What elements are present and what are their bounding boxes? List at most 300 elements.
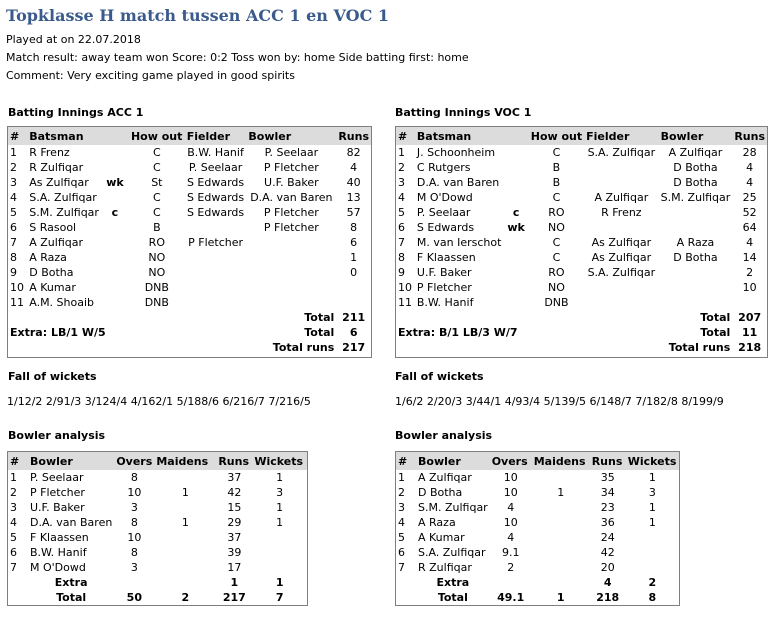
cell-overs: 8	[130, 516, 138, 529]
cell-runs: 4	[350, 161, 358, 174]
col-bowler: Bowler	[659, 127, 733, 145]
cell-batsman: R Zulfiqar	[29, 161, 84, 174]
cell-role	[101, 280, 129, 295]
cell-wickets: 1	[276, 501, 284, 514]
cell-role: wk	[507, 221, 525, 234]
cell-how-out: NO	[148, 266, 166, 279]
played-at: Played at on 22.07.2018	[6, 33, 141, 46]
fow-heading-voc: Fall of wickets	[395, 370, 484, 383]
col-fielder: Fielder	[584, 127, 658, 145]
cell-batsman: A Kumar	[29, 281, 76, 294]
cell-number: 7	[398, 561, 405, 574]
cell-maidens	[154, 530, 216, 545]
cell-how-out: C	[552, 251, 561, 264]
cell-bowler: P Fletcher	[263, 206, 319, 219]
cell-how-out: C	[552, 146, 561, 159]
batting-total-row	[396, 310, 767, 325]
cell-batsman: R Frenz	[29, 146, 70, 159]
bowler-row	[396, 515, 679, 530]
cell-wickets	[252, 545, 307, 560]
cell-number: 6	[398, 221, 405, 234]
batting-total-runs-row	[8, 340, 371, 355]
cell-runs: 42	[600, 546, 615, 559]
cell-bowler	[246, 250, 336, 265]
cell-fielder: P Fletcher	[188, 236, 244, 249]
bowler-heading-acc: Bowler analysis	[8, 429, 106, 442]
cell-runs: 25	[742, 191, 757, 204]
cell-runs: 17	[227, 561, 242, 574]
batting-heading-acc: Batting Innings ACC 1	[8, 106, 144, 119]
batting-extras-row	[8, 325, 371, 340]
cell-how-out: C	[552, 191, 561, 204]
cell-runs: 4	[603, 576, 612, 589]
cell-role	[503, 175, 528, 190]
batting-row	[396, 295, 767, 310]
batting-row	[396, 235, 767, 250]
col-wickets: Wickets	[626, 452, 679, 470]
cell-bowler: Total	[56, 591, 87, 604]
batting-total-row	[8, 310, 371, 325]
cell-role	[101, 295, 129, 310]
cell-bowler	[659, 295, 733, 310]
cell-wickets: 7	[275, 591, 284, 604]
cell-bowler	[246, 280, 336, 295]
bowler-row	[8, 545, 307, 560]
cell-runs: 8	[350, 221, 358, 234]
cell-overs: 3	[130, 501, 138, 514]
cell-maidens	[154, 560, 216, 575]
cell-batsman: U.F. Baker	[416, 266, 472, 279]
extras-total-value: 11	[742, 326, 758, 339]
cell-overs: 8	[130, 546, 138, 559]
cell-runs: 37	[227, 531, 242, 544]
cell-runs: 52	[742, 206, 757, 219]
cell-how-out: NO	[148, 251, 166, 264]
cell-batsman: As Zulfiqar	[29, 176, 89, 189]
extras-breakdown: Extra: B/1 LB/3 W/7	[398, 326, 518, 339]
cell-fielder: S Edwards	[186, 191, 245, 204]
cell-batsman: P Fletcher	[416, 281, 472, 294]
bowler-row	[8, 485, 307, 500]
cell-bowler: F Klaassen	[30, 531, 89, 544]
cell-role	[101, 265, 129, 280]
cell-number: 4	[398, 191, 405, 204]
cell-bowler: P Fletcher	[263, 161, 319, 174]
cell-fielder	[185, 250, 247, 265]
cell-fielder	[584, 160, 658, 175]
batting-row	[8, 250, 371, 265]
cell-fielder: S Edwards	[186, 206, 245, 219]
cell-maidens	[532, 530, 590, 545]
cell-runs: 2	[746, 266, 754, 279]
cell-fielder: S Edwards	[186, 176, 245, 189]
cell-bowler: D Botha	[673, 161, 718, 174]
cell-runs: 20	[600, 561, 615, 574]
col-bowler: Bowler	[416, 452, 490, 470]
cell-overs: 8	[130, 471, 138, 484]
col-maidens: Maidens	[532, 452, 590, 470]
cell-overs: 10	[127, 531, 142, 544]
cell-batsman: B.W. Hanif	[416, 296, 474, 309]
cell-wickets: 2	[648, 576, 657, 589]
cell-runs: 13	[346, 191, 361, 204]
col-number: #	[8, 452, 28, 470]
bowler-row	[8, 500, 307, 515]
cell-maidens	[154, 575, 216, 590]
cell-batsman: M. van Ierschot	[416, 236, 502, 249]
cell-bowler: S.M. Zulfiqar	[660, 191, 731, 204]
cell-number	[8, 590, 28, 605]
cell-role	[101, 190, 129, 205]
cell-bowler: Total	[437, 591, 468, 604]
cell-wickets: 1	[648, 516, 656, 529]
cell-runs: 28	[742, 146, 757, 159]
cell-bowler	[659, 220, 733, 235]
fow-text-acc: 1/12/2 2/91/3 3/124/4 4/162/1 5/188/6 6/216/7 7/216/5	[7, 395, 311, 408]
cell-bowler	[659, 280, 733, 295]
cell-bowler	[246, 235, 336, 250]
cell-role	[503, 250, 528, 265]
cell-runs: 23	[600, 501, 615, 514]
cell-batsman: J. Schoonheim	[416, 146, 496, 159]
cell-maidens	[154, 500, 216, 515]
cell-overs: 49.1	[497, 591, 525, 604]
batting-table-acc	[7, 126, 372, 358]
cell-fielder: As Zulfiqar	[591, 251, 652, 264]
cell-number: 10	[10, 281, 24, 294]
bowler-header-row	[8, 452, 307, 470]
cell-bowler: S.M. Zulfiqar	[418, 501, 488, 514]
cell-role	[503, 190, 528, 205]
batting-header-row	[8, 127, 371, 145]
cell-overs: 2	[507, 561, 515, 574]
cell-fielder: P. Seelaar	[188, 161, 243, 174]
cell-number: 3	[398, 176, 405, 189]
col-maidens: Maidens	[154, 452, 216, 470]
cell-maidens	[154, 545, 216, 560]
cell-bowler: Extra	[54, 576, 88, 589]
col-role	[101, 127, 129, 145]
cell-how-out: NO	[547, 281, 565, 294]
cell-number: 3	[398, 501, 405, 514]
cell-fielder	[185, 265, 247, 280]
cell-fielder: B.W. Hanif	[187, 146, 244, 159]
batting-row	[396, 265, 767, 280]
col-overs: Overs	[490, 452, 532, 470]
cell-role	[101, 220, 129, 235]
cell-batsman: A Zulfiqar	[29, 236, 83, 249]
bowler-row	[396, 470, 679, 485]
batting-row	[8, 295, 371, 310]
cell-bowler: R Zulfiqar	[418, 561, 472, 574]
extras-breakdown: Extra: LB/1 W/5	[10, 326, 106, 339]
cell-number: 5	[398, 531, 405, 544]
batting-row	[396, 145, 767, 160]
cell-batsman: S Rasool	[29, 221, 77, 234]
cell-bowler: D Botha	[418, 486, 463, 499]
cell-role	[503, 235, 528, 250]
batting-heading-voc: Batting Innings VOC 1	[395, 106, 532, 119]
cell-number: 5	[10, 206, 17, 219]
cell-batsman: S.M. Zulfiqar	[29, 206, 99, 219]
bowler-table-voc	[395, 451, 680, 606]
cell-bowler: D Botha	[673, 176, 718, 189]
cell-wickets: 8	[648, 591, 657, 604]
cell-fielder	[584, 280, 658, 295]
cell-wickets: 3	[276, 486, 284, 499]
bowler-row	[8, 530, 307, 545]
cell-runs: 35	[600, 471, 615, 484]
cell-number: 4	[398, 516, 405, 529]
batting-row	[8, 190, 371, 205]
cell-bowler: S.A. Zulfiqar	[418, 546, 486, 559]
cell-number: 11	[398, 296, 412, 309]
cell-batsman: S Edwards	[416, 221, 475, 234]
col-role	[503, 127, 528, 145]
batting-row	[396, 160, 767, 175]
cell-number: 2	[10, 161, 17, 174]
bowler-row	[8, 515, 307, 530]
cell-bowler: U.F. Baker	[264, 176, 319, 189]
total-value: 207	[738, 311, 762, 324]
cell-overs: 10	[503, 516, 518, 529]
extras-total-label: Total	[700, 326, 731, 339]
col-bowler: Bowler	[28, 452, 114, 470]
cell-how-out: St	[151, 176, 163, 189]
cell-number: 7	[10, 236, 17, 249]
cell-batsman: C Rutgers	[416, 161, 471, 174]
cell-overs: 50	[126, 591, 142, 604]
fow-text-voc: 1/6/2 2/20/3 3/44/1 4/93/4 5/139/5 6/148/7 7/182/8 8/199/9	[395, 395, 724, 408]
cell-number: 6	[10, 546, 17, 559]
batting-header-row	[396, 127, 767, 145]
cell-role	[503, 160, 528, 175]
cell-runs: 42	[227, 486, 242, 499]
cell-fielder: S.A. Zulfiqar	[587, 146, 656, 159]
batting-row	[396, 175, 767, 190]
cell-overs: 3	[130, 561, 138, 574]
total-runs-value: 217	[342, 341, 366, 354]
cell-bowler: A Raza	[418, 516, 456, 529]
cell-how-out: C	[152, 206, 161, 219]
cell-how-out: C	[152, 146, 161, 159]
cell-overs: 9.1	[501, 546, 520, 559]
bowler-row	[8, 470, 307, 485]
cell-wickets: 1	[276, 516, 284, 529]
cell-how-out: RO	[148, 236, 165, 249]
cell-bowler: Extra	[436, 576, 470, 589]
batting-row	[8, 220, 371, 235]
cell-number: 8	[10, 251, 17, 264]
cell-maidens: 1	[181, 516, 189, 529]
cell-overs	[490, 575, 532, 590]
col-number: #	[8, 127, 27, 145]
cell-bowler: D Botha	[673, 251, 718, 264]
bowler-extra-row	[396, 575, 679, 590]
cell-fielder	[584, 220, 658, 235]
cell-runs: 57	[346, 206, 361, 219]
cell-runs: 4	[746, 236, 754, 249]
cell-number: 9	[10, 266, 17, 279]
cell-runs	[732, 295, 767, 310]
cell-runs: 10	[742, 281, 757, 294]
cell-bowler: A Zulfiqar	[668, 146, 723, 159]
cell-fielder	[584, 295, 658, 310]
batting-row	[8, 280, 371, 295]
cell-runs: 4	[746, 176, 754, 189]
total-runs-value: 218	[738, 341, 762, 354]
cell-runs: 15	[227, 501, 242, 514]
col-how-out: How out	[529, 127, 584, 145]
cell-wickets	[626, 560, 679, 575]
cell-runs: 40	[346, 176, 361, 189]
cell-batsman: S.A. Zulfiqar	[29, 191, 97, 204]
cell-overs: 4	[507, 531, 515, 544]
cell-maidens	[532, 470, 590, 485]
bowler-row	[396, 545, 679, 560]
total-runs-label: Total runs	[272, 341, 335, 354]
page-title: Topklasse H match tussen ACC 1 en VOC 1	[6, 6, 390, 25]
cell-bowler: P. Seelaar	[264, 146, 319, 159]
batting-row	[8, 160, 371, 175]
cell-wickets: 1	[648, 501, 656, 514]
cell-role	[101, 250, 129, 265]
cell-number	[396, 590, 416, 605]
batting-row	[8, 145, 371, 160]
cell-runs: 0	[350, 266, 358, 279]
cell-number: 4	[10, 191, 17, 204]
batting-table-voc	[395, 126, 768, 358]
cell-role	[503, 145, 528, 160]
cell-runs: 14	[742, 251, 757, 264]
cell-fielder	[185, 220, 247, 235]
cell-maidens	[532, 560, 590, 575]
cell-runs: 64	[742, 221, 757, 234]
cell-role	[101, 235, 129, 250]
cell-wickets	[626, 530, 679, 545]
cell-overs	[114, 575, 154, 590]
col-bowler: Bowler	[246, 127, 336, 145]
bowler-row	[396, 500, 679, 515]
cell-wickets: 1	[648, 471, 656, 484]
cell-bowler: P. Seelaar	[30, 471, 84, 484]
extras-total-label: Total	[304, 326, 335, 339]
cell-number: 1	[398, 471, 405, 484]
total-runs-label: Total runs	[668, 341, 731, 354]
cell-role	[101, 145, 129, 160]
cell-maidens: 1	[181, 486, 189, 499]
cell-wickets: 3	[648, 486, 656, 499]
cell-runs: 39	[227, 546, 242, 559]
cell-bowler: M O'Dowd	[30, 561, 86, 574]
cell-fielder	[584, 175, 658, 190]
batting-row	[396, 250, 767, 265]
cell-role	[503, 265, 528, 280]
cell-runs: 4	[746, 161, 754, 174]
cell-fielder	[185, 280, 247, 295]
bowler-row	[396, 560, 679, 575]
bowler-row	[8, 560, 307, 575]
cell-fielder	[185, 295, 247, 310]
cell-number: 2	[10, 486, 17, 499]
cell-number: 8	[398, 251, 405, 264]
cell-number: 11	[10, 296, 24, 309]
cell-overs: 10	[503, 471, 518, 484]
cell-number: 5	[10, 531, 17, 544]
batting-row	[396, 205, 767, 220]
bowler-total-row	[8, 590, 307, 605]
cell-runs: 37	[227, 471, 242, 484]
col-number: #	[396, 452, 416, 470]
cell-maidens: 1	[556, 591, 565, 604]
cell-how-out: B	[552, 176, 561, 189]
batting-total-runs-row	[396, 340, 767, 355]
match-comment: Comment: Very exciting game played in good spirits	[6, 69, 295, 82]
cell-maidens	[532, 515, 590, 530]
batting-row	[396, 220, 767, 235]
cell-how-out: RO	[548, 266, 565, 279]
total-label: Total	[304, 311, 335, 324]
col-number: #	[396, 127, 415, 145]
cell-runs: 217	[222, 591, 246, 604]
col-runs: Runs	[590, 452, 626, 470]
cell-bowler: A Raza	[676, 236, 715, 249]
cell-how-out: C	[552, 236, 561, 249]
cell-overs: 10	[503, 486, 518, 499]
cell-number: 1	[10, 471, 17, 484]
cell-how-out: RO	[548, 206, 565, 219]
cell-bowler	[659, 265, 733, 280]
bowler-total-row	[396, 590, 679, 605]
cell-maidens	[154, 470, 216, 485]
col-overs: Overs	[114, 452, 154, 470]
batting-extras-row	[396, 325, 767, 340]
bowler-heading-voc: Bowler analysis	[395, 429, 493, 442]
batting-row	[8, 175, 371, 190]
cell-runs: 218	[596, 591, 620, 604]
cell-runs: 34	[600, 486, 615, 499]
cell-maidens: 2	[181, 591, 190, 604]
cell-how-out: DNB	[144, 296, 169, 309]
cell-number: 2	[398, 486, 405, 499]
col-wickets: Wickets	[252, 452, 307, 470]
bowler-extra-row	[8, 575, 307, 590]
cell-wickets: 1	[276, 471, 284, 484]
cell-number: 9	[398, 266, 405, 279]
cell-number: 1	[10, 146, 17, 159]
bowler-header-row	[396, 452, 679, 470]
cell-role: wk	[106, 176, 124, 189]
col-batsman: Batsman	[415, 127, 504, 145]
cell-runs: 1	[230, 576, 239, 589]
cell-batsman: F Klaassen	[416, 251, 476, 264]
cell-fielder: S.A. Zulfiqar	[587, 266, 656, 279]
cell-number	[396, 575, 416, 590]
batting-row	[396, 280, 767, 295]
cell-runs: 82	[346, 146, 361, 159]
cell-runs: 29	[227, 516, 242, 529]
cell-runs	[336, 280, 371, 295]
extras-total-value: 6	[349, 326, 358, 339]
cell-how-out: C	[152, 161, 161, 174]
bowler-row	[396, 485, 679, 500]
total-label: Total	[700, 311, 731, 324]
cell-bowler	[246, 295, 336, 310]
cell-batsman: P. Seelaar	[416, 206, 471, 219]
cell-runs	[336, 295, 371, 310]
col-runs: Runs	[732, 127, 767, 145]
cell-number: 4	[10, 516, 17, 529]
